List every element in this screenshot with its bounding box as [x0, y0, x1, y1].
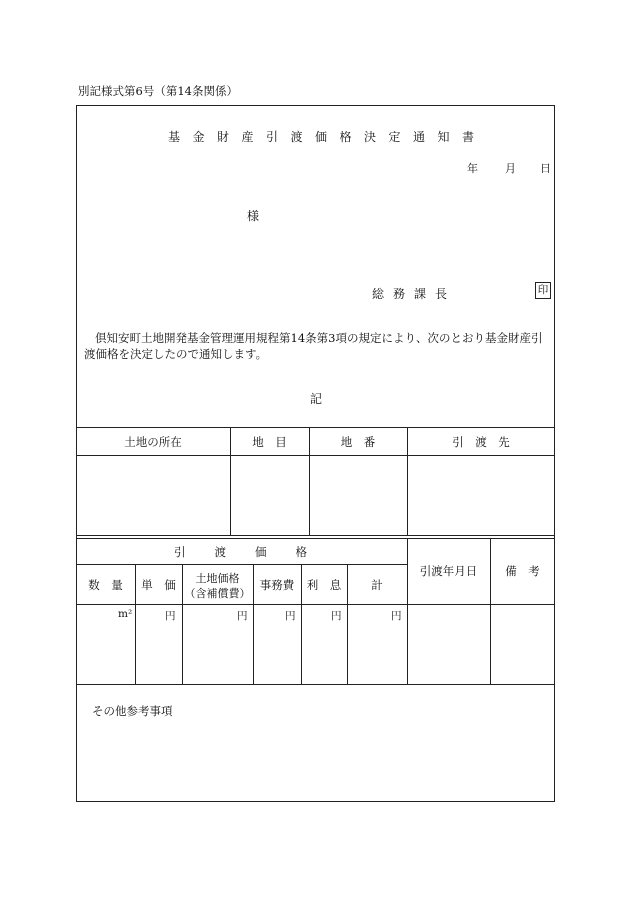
header-remarks: 備 考 — [505, 564, 540, 578]
date-year-label: 年 — [467, 162, 478, 175]
unit-yen-unit-price: 円 — [165, 610, 176, 622]
header-unit-price: 単 価 — [141, 578, 176, 592]
table2-bottom-border — [76, 684, 555, 685]
header-transfer-price: 引 渡 価 格 — [174, 545, 309, 559]
unit-yen-interest: 円 — [331, 610, 342, 622]
unit-yen-office-cost: 円 — [285, 610, 296, 622]
table1-top-border — [76, 427, 555, 428]
header-recipient: 引 渡 先 — [452, 435, 510, 449]
seal-mark: 印 — [535, 282, 551, 299]
header-total: 計 — [371, 578, 383, 592]
notice-body: 倶知安町土地開発基金管理運用規程第14条第3項の規定により、次のとおり基金財産引渡価格を決定したので通知します。 — [84, 331, 543, 361]
header-land-category: 地 目 — [252, 435, 287, 449]
table1-header-border — [76, 455, 555, 456]
table2-divider-total — [407, 538, 408, 684]
unit-square-meter: m² — [118, 608, 133, 620]
header-quantity: 数 量 — [88, 578, 123, 592]
table2-divider-date — [490, 538, 491, 684]
header-lot-number: 地 番 — [340, 435, 376, 449]
form-reference: 別記様式第6号（第14条関係） — [78, 84, 238, 98]
date-month-label: 月 — [505, 162, 516, 175]
header-land-price-note: （含補償費） — [184, 587, 251, 600]
header-transfer-date: 引渡年月日 — [419, 564, 478, 578]
form-frame — [76, 105, 555, 802]
ki-heading: 記 — [310, 392, 323, 406]
unit-yen-land-price: 円 — [237, 610, 248, 622]
table2-header-border — [76, 604, 555, 605]
addressee-suffix: 様 — [247, 209, 260, 223]
table1-bottom-border — [76, 535, 555, 536]
date-day-label: 日 — [540, 162, 551, 175]
document-title: 基金財産引渡価格決定通知書 — [168, 130, 487, 144]
table2-top-border — [76, 538, 555, 539]
unit-yen-total: 円 — [391, 610, 402, 622]
header-office-cost: 事務費 — [259, 578, 295, 592]
issuer-title: 総務課長 — [372, 287, 457, 301]
header-land-price: 土地価格 — [195, 572, 240, 585]
other-notes-label: その他参考事項 — [92, 704, 173, 718]
table2-group-border — [76, 564, 407, 565]
header-land-location: 土地の所在 — [124, 435, 182, 449]
header-interest: 利 息 — [306, 578, 342, 592]
